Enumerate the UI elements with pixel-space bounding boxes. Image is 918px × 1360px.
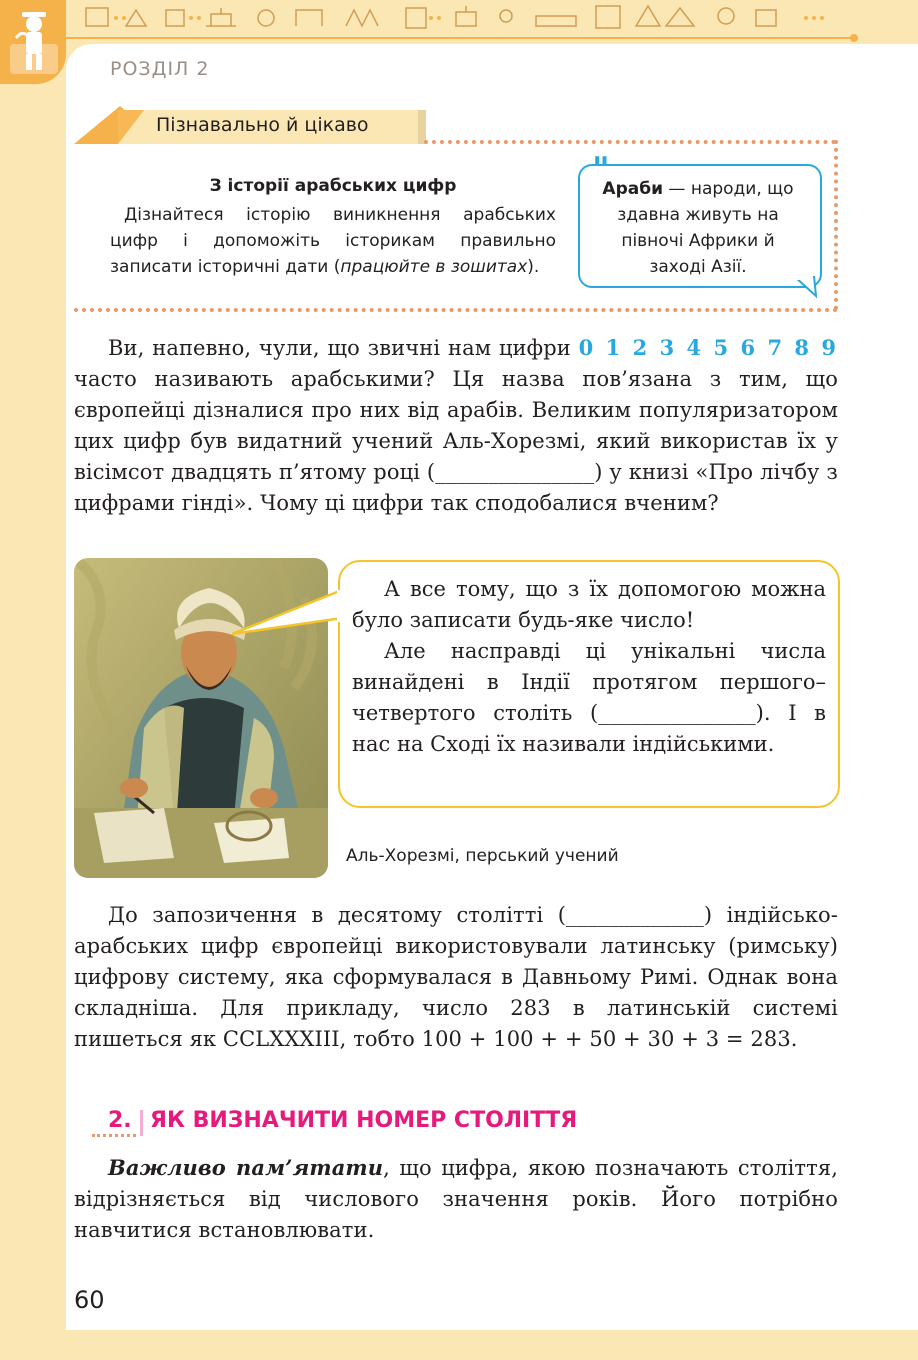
definition-text xyxy=(592,176,804,280)
paragraph-arabic-digits xyxy=(74,332,838,519)
section-divider xyxy=(140,1110,143,1136)
info-text-italic: працюйте в зошитах xyxy=(340,257,528,277)
bottom-decorative-band xyxy=(0,1330,918,1360)
speech-bubble-tail xyxy=(232,588,344,638)
emphasis-remember: Важливо пам’ятати xyxy=(108,1155,384,1180)
bottom-left-tab xyxy=(0,1280,66,1360)
info-text-main: Дізнайтеся історію виникнення арабських цифр і допоможіть історикам правильно записати історичні дати ( xyxy=(110,205,556,277)
quote-mark-icon: " xyxy=(592,150,610,190)
speech-tail-joint xyxy=(332,590,346,622)
section-number-dots xyxy=(92,1134,136,1137)
page-number: 60 xyxy=(74,1286,105,1314)
corner-badge xyxy=(0,0,66,84)
info-box-top-dots xyxy=(424,140,836,144)
explorer-icon xyxy=(6,4,62,80)
ribbon-heading-label: Пізнавально й цікаво xyxy=(156,114,369,136)
paragraph-latin-system: До запозичення в десятому столітті (_____________) індійсько-арабських цифр європейці використовували латинську (римську) цифрову систему, яка сформувалася в Давньому Римі. Однак вона складніша. Для прикладу, число 283 в латинській системі пишеться як CCLXXXIII, тобто 100 + 100 + + 50 + 30 + 3 = 283. xyxy=(74,903,838,1051)
speech-line-1: А все тому, що з їх допомогою можна було записати будь-яке число! xyxy=(352,577,826,632)
paragraph-century-number xyxy=(74,1152,838,1246)
top-decorative-band xyxy=(66,0,918,44)
info-box-title: З історії арабських цифр xyxy=(209,176,457,196)
portrait-caption: Аль-Хорезмі, перський учений xyxy=(346,846,619,866)
info-box-text xyxy=(110,202,556,280)
paragraph1-rest: часто називають арабськими? Ця назва пов’язана з тим, що європейці дізналися про них від арабів. Великим популяризатором цих цифр був видатний учений Аль-Хорезмі, який використав їх у вісімсот двадцять п’ятому році (_______________) у книзі «Про лічбу з цифрами гінді». Чому ці цифри так сподобалися вченим? xyxy=(74,367,838,515)
info-text-end: ). xyxy=(527,257,540,277)
section-title: ЯК ВИЗНАЧИТИ НОМЕР СТОЛІТТЯ xyxy=(150,1108,578,1133)
chapter-label: РОЗДІЛ 2 xyxy=(110,58,210,80)
digits-sequence: 0 1 2 3 4 5 6 7 8 9 xyxy=(578,335,838,360)
speech-bubble-text xyxy=(352,574,826,760)
info-box-bottom-dots xyxy=(74,308,838,312)
definition-term: Араби xyxy=(602,179,664,199)
speech-line-2: Але насправді ці унікальні числа винайдені в Індії протягом першого–четвертого століть (_______________). І в нас на Сході їх називали індійськими. xyxy=(352,639,826,756)
section-number: 2. xyxy=(108,1108,132,1133)
paragraph1-start: Ви, напевно, чули, що звичні нам цифри xyxy=(108,336,579,360)
info-box-right-dots xyxy=(834,140,838,310)
definition-body: — народи, що здавна живуть на півночі Африки й заході Азії. xyxy=(617,179,794,277)
paragraph3-body: , що цифра, якою позначають століття, відрізняється від числового значення років. Його потрібно навчитися встановлювати. xyxy=(74,1156,838,1242)
